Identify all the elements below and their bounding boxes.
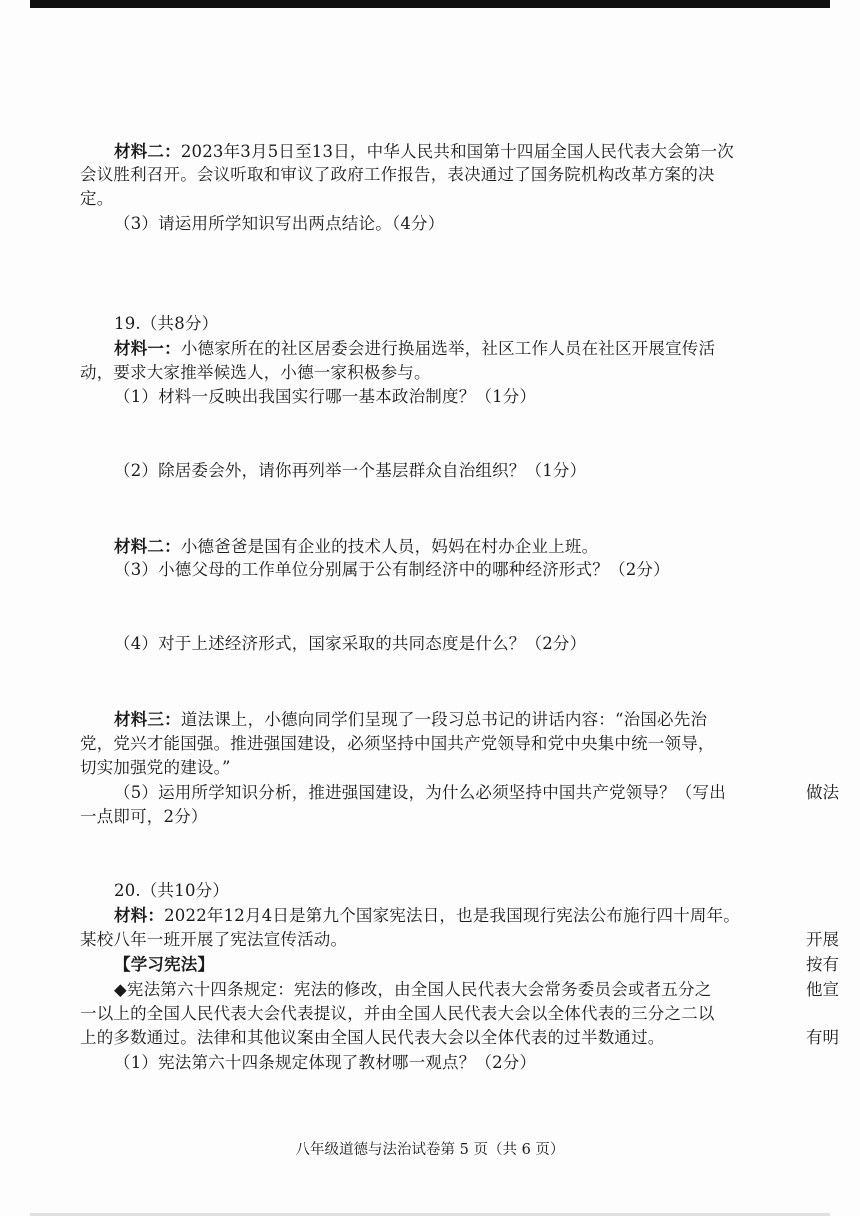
edge-fragment: 按有 xyxy=(806,955,839,974)
q20-article-line3: 上的多数通过。法律和其他议案由全国人民代表大会以全体代表的过半数通过。 xyxy=(80,1028,665,1047)
q19-sub1: （1）材料一反映出我国实行哪一基本政治制度？（1分） xyxy=(114,387,537,406)
q18-material2-line1: 材料二：2023年3月5日至13日，中华人民共和国第十四届全国人民代表大会第一次 xyxy=(114,142,734,161)
q20-article-line2: 一以上的全国人民代表大会代表提议，并由全国人民代表大会以全体代表的三分之二以 xyxy=(80,1004,715,1023)
q19-sub5-line1: （5）运用所学知识分析，推进强国建设，为什么必须坚持中国共产党领导？（写出 xyxy=(114,783,726,802)
q19-sub3: （3）小德父母的工作单位分别属于公有制经济中的哪种经济形式？（2分） xyxy=(114,560,670,579)
material-label: 材料二： xyxy=(114,142,181,161)
q19-material3-line1: 材料三：道法课上，小德向同学们呈现了一段习总书记的讲话内容：“治国必先治 xyxy=(114,710,708,729)
q20-sub1: （1）宪法第六十四条规定体现了教材哪一观点？（2分） xyxy=(114,1053,537,1072)
page-footer: 八年级道德与法治试卷第 5 页（共 6 页） xyxy=(295,1142,565,1158)
material-label: 材料： xyxy=(114,906,165,925)
edge-fragment: 做法 xyxy=(806,783,839,802)
material-label: 材料一： xyxy=(114,339,181,358)
q18-sub3: （3）请运用所学知识写出两点结论。（4分） xyxy=(114,214,445,233)
edge-fragment: 他宣 xyxy=(806,980,839,999)
q20-section-title: 【学习宪法】 xyxy=(114,955,215,974)
q18-material2-line3: 定。 xyxy=(80,189,114,208)
q18-material2-line2: 会议胜利召开。会议听取和审议了政府工作报告，表决通过了国务院机构改革方案的决 xyxy=(80,165,715,184)
scan-top-border xyxy=(30,0,830,8)
q19-material1-line1: 材料一：小德家所在的社区居委会进行换届选举，社区工作人员在社区开展宣传活 xyxy=(114,339,716,358)
edge-fragment: 有明 xyxy=(806,1028,839,1047)
edge-fragment: 开展 xyxy=(806,930,839,949)
q19-sub5-line2: 一点即可，2分） xyxy=(80,807,208,826)
material-label: 材料三： xyxy=(114,710,181,729)
q19-material3-line3: 切实加强党的建设。” xyxy=(80,758,231,777)
q19-material2-line1: 材料二：小德爸爸是国有企业的技术人员，妈妈在村办企业上班。 xyxy=(114,537,599,556)
q19-material1-line2: 动，要求大家推举候选人，小德一家积极参与。 xyxy=(80,363,431,382)
q20-material-line1: 材料：2022年12月4日是第九个国家宪法日，也是我国现行宪法公布施行四十周年。 xyxy=(114,906,740,925)
q20-material-line2: 某校八年一班开展了宪法宣传活动。 xyxy=(80,930,348,949)
q19-sub2: （2）除居委会外，请你再列举一个基层群众自治组织？（1分） xyxy=(114,461,587,480)
material-label: 材料二： xyxy=(114,537,181,556)
q19-material3-line2: 党，党兴才能国强。推进强国建设，必须坚持中国共产党领导和党中央集中统一领导， xyxy=(80,734,715,753)
q20-article-line1: ◆宪法第六十四条规定：宪法的修改，由全国人民代表大会常务委员会或者五分之 xyxy=(114,980,712,999)
q19-header: 19.（共8分） xyxy=(114,314,219,333)
q20-header: 20.（共10分） xyxy=(114,881,230,900)
q19-sub4: （4）对于上述经济形式，国家采取的共同态度是什么？（2分） xyxy=(114,634,587,653)
